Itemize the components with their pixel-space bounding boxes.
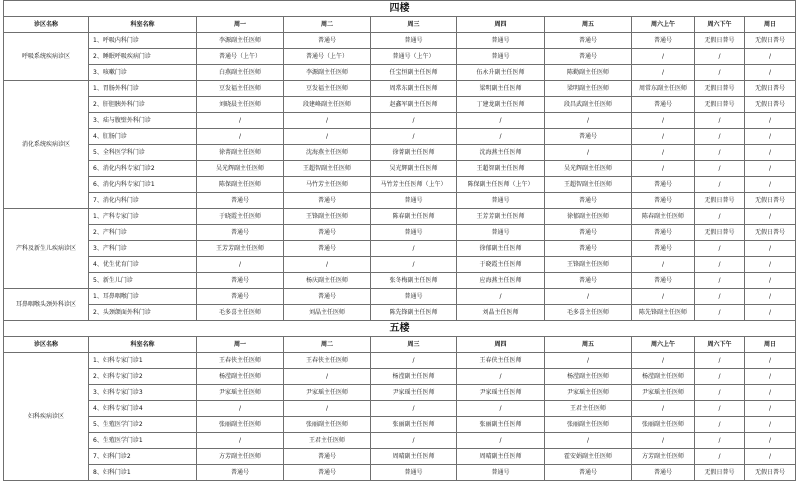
schedule-cell: 陈勤副主任医师 [545,65,632,81]
schedule-cell: 王锋副主任医师 [284,209,371,225]
schedule-body [4,1,796,481]
schedule-cell: 普通号 [284,449,371,465]
schedule-cell: 吴光辉副主任医师 [545,161,632,177]
department-name: 2、产科门诊 [89,225,197,241]
schedule-cell: 尹家瑶主任医师 [545,385,632,401]
schedule-cell: / [695,417,745,433]
schedule-cell: 应海燕主任医师 [457,273,545,289]
column-header: 周三 [371,17,457,33]
schedule-cell: 段建峰副主任医师 [284,97,371,113]
table-row [4,161,796,177]
schedule-cell: 无假日普号 [745,193,796,209]
schedule-cell: / [695,433,745,449]
schedule-cell: / [632,49,695,65]
schedule-cell: 陈先锋副主任医师 [371,305,457,321]
schedule-cell: / [632,401,695,417]
schedule-cell: 普通号 [632,97,695,113]
schedule-cell: / [745,401,796,417]
schedule-cell: 段昌武副主任医师 [545,97,632,113]
schedule-cell: / [695,289,745,305]
column-header: 科室名称 [89,337,197,353]
column-header: 周二 [284,337,371,353]
schedule-cell: 无假日普号 [695,33,745,49]
schedule-cell: / [371,241,457,257]
schedule-table [3,0,796,481]
schedule-cell: / [457,369,545,385]
schedule-cell: 白燕副主任医师 [197,65,284,81]
schedule-cell: / [371,113,457,129]
schedule-cell: 普通号（上午） [197,49,284,65]
schedule-cell: 沈海燕主任医师 [284,145,371,161]
schedule-cell: 普通号 [284,465,371,481]
schedule-cell: 普通号 [371,193,457,209]
schedule-cell: 张丽副主任医师 [457,417,545,433]
schedule-cell: 普通号 [371,225,457,241]
schedule-cell: / [745,305,796,321]
department-name: 2、睡眠呼吸疾病门诊 [89,49,197,65]
schedule-cell: 任宝恒副主任医师 [371,65,457,81]
table-row [4,273,796,289]
table-row [4,97,796,113]
schedule-cell: 张丽副主任医师 [545,417,632,433]
department-name: 6、生殖医学门诊1 [89,433,197,449]
schedule-cell: 王春侠主任医师 [197,353,284,369]
department-name: 4、妇科专家门诊4 [89,401,197,417]
table-row [4,289,796,305]
schedule-cell: 普通号 [545,193,632,209]
schedule-cell: 无假日普号 [695,465,745,481]
schedule-cell: 马竹芳主任医师（上午） [371,177,457,193]
schedule-cell: / [695,209,745,225]
table-row [4,385,796,401]
table-row [4,145,796,161]
schedule-cell: / [695,353,745,369]
schedule-cell: / [695,145,745,161]
schedule-cell: / [197,401,284,417]
schedule-cell: 徐郁副主任医师 [457,241,545,257]
schedule-cell: 普通号 [284,289,371,305]
table-row [4,241,796,257]
schedule-cell: / [197,433,284,449]
schedule-cell: 王芳芳副主任医师 [197,241,284,257]
schedule-cell: 普通号 [545,33,632,49]
schedule-cell: 王君主任医师 [545,401,632,417]
schedule-cell: / [745,449,796,465]
department-name: 1、呼吸内科门诊 [89,33,197,49]
schedule-cell: / [457,129,545,145]
schedule-cell: / [745,353,796,369]
table-row [4,193,796,209]
schedule-cell: 杨滢副主任医师 [632,369,695,385]
schedule-cell: / [695,177,745,193]
schedule-cell: 陈保副主任医师 [197,177,284,193]
schedule-cell: 吴光辉副主任医师 [197,161,284,177]
schedule-cell: / [745,385,796,401]
schedule-cell: 普通号 [545,241,632,257]
schedule-cell: 李源副主任医师 [197,33,284,49]
schedule-cell: / [695,241,745,257]
schedule-cell: / [745,417,796,433]
schedule-cell: 赵鑫军副主任医师 [371,97,457,113]
schedule-cell: 无假日普号 [745,81,796,97]
department-name: 4、肛肠门诊 [89,129,197,145]
schedule-cell: / [371,129,457,145]
schedule-cell: 徐郁副主任医师 [545,209,632,225]
schedule-cell: 无假日普号 [695,193,745,209]
schedule-cell: 普通号 [371,33,457,49]
table-row [4,113,796,129]
schedule-cell: / [632,113,695,129]
schedule-cell: 王芳芳副主任医师 [457,209,545,225]
schedule-cell: 普通号 [545,225,632,241]
department-name: 8、妇科门诊1 [89,465,197,481]
schedule-cell: / [197,257,284,273]
schedule-cell: 丁建龙副主任医师 [457,97,545,113]
table-row [4,81,796,97]
schedule-cell: / [632,129,695,145]
column-header: 周六下午 [695,337,745,353]
schedule-cell: 普通号 [632,33,695,49]
header-row [4,17,796,33]
schedule-cell: 梁明副主任医师 [545,81,632,97]
column-header: 科室名称 [89,17,197,33]
department-name: 1、耳鼻咽喉门诊 [89,289,197,305]
schedule-cell: 无假日普号 [745,225,796,241]
schedule-cell: 普通号 [457,49,545,65]
schedule-cell: / [457,289,545,305]
schedule-cell: 无假日普号 [745,33,796,49]
schedule-cell: / [745,65,796,81]
schedule-cell: 伍永升副主任医师 [457,65,545,81]
column-header: 周六上午 [632,17,695,33]
schedule-cell: / [695,369,745,385]
table-row [4,177,796,193]
schedule-cell: / [745,161,796,177]
schedule-cell: / [695,257,745,273]
schedule-cell: / [632,257,695,273]
schedule-cell: 李源副主任医师 [284,65,371,81]
department-name: 7、妇科门诊2 [89,449,197,465]
schedule-cell: 沈海燕主任医师 [457,145,545,161]
department-name: 1、胃肠外科门诊 [89,81,197,97]
schedule-cell: 王君主任医师 [284,433,371,449]
schedule-cell: / [457,113,545,129]
schedule-cell: / [457,401,545,417]
schedule-cell: 普通号 [284,193,371,209]
schedule-cell: / [371,433,457,449]
schedule-cell: 普通号 [197,273,284,289]
column-header: 周五 [545,337,632,353]
schedule-cell: 普通号 [284,225,371,241]
department-name: 5、全科医学科门诊 [89,145,197,161]
schedule-cell: 普通号 [284,33,371,49]
schedule-cell: 无假日普号 [695,225,745,241]
column-header: 诊区名称 [4,17,89,33]
column-header: 周一 [197,17,284,33]
schedule-cell: 杨滢副主任医师 [197,369,284,385]
floor-title: 四楼 [4,1,796,17]
schedule-cell: 徐菁副主任医师 [197,145,284,161]
table-row [4,257,796,273]
department-name: 6、消化内科专家门诊1 [89,177,197,193]
schedule-cell: 普通号 [545,49,632,65]
schedule-cell: 普通号 [632,225,695,241]
schedule-cell: 普通号 [457,193,545,209]
schedule-cell: 刘晶主任医师 [457,305,545,321]
schedule-cell: 方芳副主任医师 [197,449,284,465]
column-header: 诊区名称 [4,337,89,353]
header-row [4,337,796,353]
department-name: 3、咳嗽门诊 [89,65,197,81]
table-row [4,129,796,145]
schedule-cell: / [695,401,745,417]
floor-title-row [4,321,796,337]
department-name: 3、产科门诊 [89,241,197,257]
schedule-cell: / [197,129,284,145]
schedule-cell: 普通号 [371,465,457,481]
department-name: 1、产科专家门诊 [89,209,197,225]
department-name: 4、优生优育门诊 [89,257,197,273]
schedule-cell: 杨庆副主任医师 [284,273,371,289]
schedule-cell: 于晓霞主任医师 [197,209,284,225]
schedule-cell: 王春侠主任医师 [284,353,371,369]
schedule-cell: / [632,289,695,305]
schedule-cell: 王春侠主任医师 [457,353,545,369]
schedule-cell: 无假日普号 [745,465,796,481]
area-name: 妇科疾病诊区 [4,353,89,481]
schedule-cell: 普通号 [632,193,695,209]
schedule-cell: / [284,129,371,145]
table-row [4,33,796,49]
schedule-cell: 马竹芳主任医师 [284,177,371,193]
schedule-cell: 普通号 [545,273,632,289]
schedule-cell: 尹家瑶主任医师 [371,385,457,401]
schedule-cell: / [745,257,796,273]
schedule-cell: / [284,257,371,273]
schedule-cell: 普通号 [197,465,284,481]
schedule-cell: 普通号 [457,33,545,49]
column-header: 周四 [457,17,545,33]
schedule-cell: / [745,129,796,145]
schedule-cell: 普通号 [197,289,284,305]
schedule-cell: 无假日普号 [745,97,796,113]
department-name: 2、妇科专家门诊2 [89,369,197,385]
schedule-cell: / [695,161,745,177]
schedule-cell: / [695,273,745,289]
schedule-cell: 普通号 [545,129,632,145]
schedule-cell: 豆发福主任医师 [197,81,284,97]
schedule-cell: / [745,289,796,305]
schedule-cell: / [695,65,745,81]
schedule-cell: 张冬梅副主任医师 [371,273,457,289]
department-name: 3、妇科专家门诊3 [89,385,197,401]
table-row [4,401,796,417]
column-header: 周日 [745,17,796,33]
schedule-cell: 刘晶主任医师 [284,305,371,321]
schedule-cell: / [745,241,796,257]
schedule-cell: / [284,401,371,417]
schedule-cell: / [695,385,745,401]
table-row [4,65,796,81]
schedule-cell: / [284,113,371,129]
table-row [4,433,796,449]
schedule-cell: 周常东副主任医师 [632,81,695,97]
floor-title-row [4,1,796,17]
schedule-cell: / [745,209,796,225]
schedule-cell: 杨滢副主任医师 [371,369,457,385]
department-name: 3、疝与腹壁外科门诊 [89,113,197,129]
table-row [4,49,796,65]
schedule-cell: 毛多喜主任医师 [545,305,632,321]
schedule-cell: 张丽副主任医师 [197,417,284,433]
schedule-cell: / [545,353,632,369]
schedule-cell: 王超智副主任医师 [545,177,632,193]
department-name: 7、消化内科门诊 [89,193,197,209]
department-name: 5、新生儿门诊 [89,273,197,289]
schedule-cell: 刘晓晨主任医师 [197,97,284,113]
table-row [4,209,796,225]
schedule-cell: / [371,401,457,417]
schedule-cell: / [695,113,745,129]
schedule-cell: / [745,177,796,193]
department-name: 6、消化内科专家门诊2 [89,161,197,177]
schedule-cell: 尹家瑶主任医师 [457,385,545,401]
schedule-cell: 徐菁副主任医师 [371,145,457,161]
schedule-cell: 梁明副主任医师 [457,81,545,97]
column-header: 周一 [197,337,284,353]
department-name: 2、头颈颌面外科门诊 [89,305,197,321]
schedule-cell: / [745,145,796,161]
schedule-cell: / [545,113,632,129]
schedule-cell: / [545,433,632,449]
schedule-cell: / [632,65,695,81]
schedule-cell: 周常东副主任医师 [371,81,457,97]
schedule-cell: 尹家瑶主任医师 [284,385,371,401]
schedule-cell: / [632,433,695,449]
schedule-cell: 于晓霞主任医师 [457,257,545,273]
department-name: 2、肝胆胰外科门诊 [89,97,197,113]
schedule-cell: 无假日普号 [695,97,745,113]
schedule-cell: 张丽副主任医师 [284,417,371,433]
schedule-cell: 陈春副主任医师 [371,209,457,225]
schedule-cell: / [695,49,745,65]
schedule-cell: / [745,113,796,129]
column-header: 周日 [745,337,796,353]
schedule-cell: 普通号 [284,241,371,257]
area-name: 消化系统疾病诊区 [4,81,89,209]
area-name: 呼吸系统疾病诊区 [4,33,89,81]
floor-title: 五楼 [4,321,796,337]
column-header: 周六上午 [632,337,695,353]
schedule-cell: / [745,49,796,65]
schedule-cell: 无假日普号 [695,81,745,97]
schedule-cell: 王锋副主任医师 [545,257,632,273]
schedule-cell: 张丽副主任医师 [371,417,457,433]
table-row [4,305,796,321]
schedule-cell: / [745,433,796,449]
schedule-cell: 王超智副主任医师 [457,161,545,177]
table-row [4,449,796,465]
schedule-cell: / [197,113,284,129]
schedule-cell: 陈先锋副主任医师 [632,305,695,321]
schedule-cell: / [632,353,695,369]
schedule-cell: 周晴副主任医师 [371,449,457,465]
schedule-cell: 普通号 [197,193,284,209]
schedule-cell: / [632,161,695,177]
schedule-cell: 陈春副主任医师 [632,209,695,225]
schedule-cell: 普通号 [457,225,545,241]
schedule-cell: 尹家瑶主任医师 [632,385,695,401]
schedule-cell: 普通号（上午） [284,49,371,65]
schedule-cell: / [695,305,745,321]
schedule-cell: 毛多喜主任医师 [197,305,284,321]
schedule-cell: 普通号 [545,465,632,481]
area-name: 产科及新生儿疾病诊区 [4,209,89,289]
department-name: 1、妇科专家门诊1 [89,353,197,369]
table-row [4,417,796,433]
schedule-cell: / [457,433,545,449]
schedule-cell: 方芳副主任医师 [632,449,695,465]
schedule-cell: 普通号 [632,177,695,193]
column-header: 周二 [284,17,371,33]
column-header: 周四 [457,337,545,353]
schedule-cell: / [545,145,632,161]
table-row [4,465,796,481]
schedule-cell: / [745,369,796,385]
schedule-cell: 陈保副主任医师（上午） [457,177,545,193]
schedule-cell: 吴光辉副主任医师 [371,161,457,177]
schedule-cell: / [695,449,745,465]
table-row [4,225,796,241]
schedule-cell: 周晴副主任医师 [457,449,545,465]
schedule-cell: 普通号 [197,225,284,241]
schedule-cell: 普通号 [457,465,545,481]
schedule-cell: 普通号 [632,273,695,289]
schedule-cell: 霍安娟副主任医师 [545,449,632,465]
department-name: 5、生殖医学门诊2 [89,417,197,433]
column-header: 周三 [371,337,457,353]
schedule-cell: 普通号 [371,289,457,305]
column-header: 周六下午 [695,17,745,33]
schedule-cell: 普通号（上午） [371,49,457,65]
schedule-cell: / [695,129,745,145]
schedule-cell: / [745,273,796,289]
area-name: 耳鼻咽喉头颈外科诊区 [4,289,89,321]
schedule-cell: 张丽副主任医师 [632,417,695,433]
schedule-cell: / [284,369,371,385]
schedule-cell: / [371,353,457,369]
schedule-cell: / [545,289,632,305]
schedule-cell: 普通号 [632,241,695,257]
schedule-cell: 豆发福主任医师 [284,81,371,97]
schedule-cell: 普通号 [632,465,695,481]
schedule-cell: / [632,145,695,161]
table-row [4,369,796,385]
schedule-cell: 杨滢副主任医师 [545,369,632,385]
schedule-cell: / [371,257,457,273]
column-header: 周五 [545,17,632,33]
table-row [4,353,796,369]
schedule-cell: 尹家瑶主任医师 [197,385,284,401]
schedule-cell: 王超智副主任医师 [284,161,371,177]
